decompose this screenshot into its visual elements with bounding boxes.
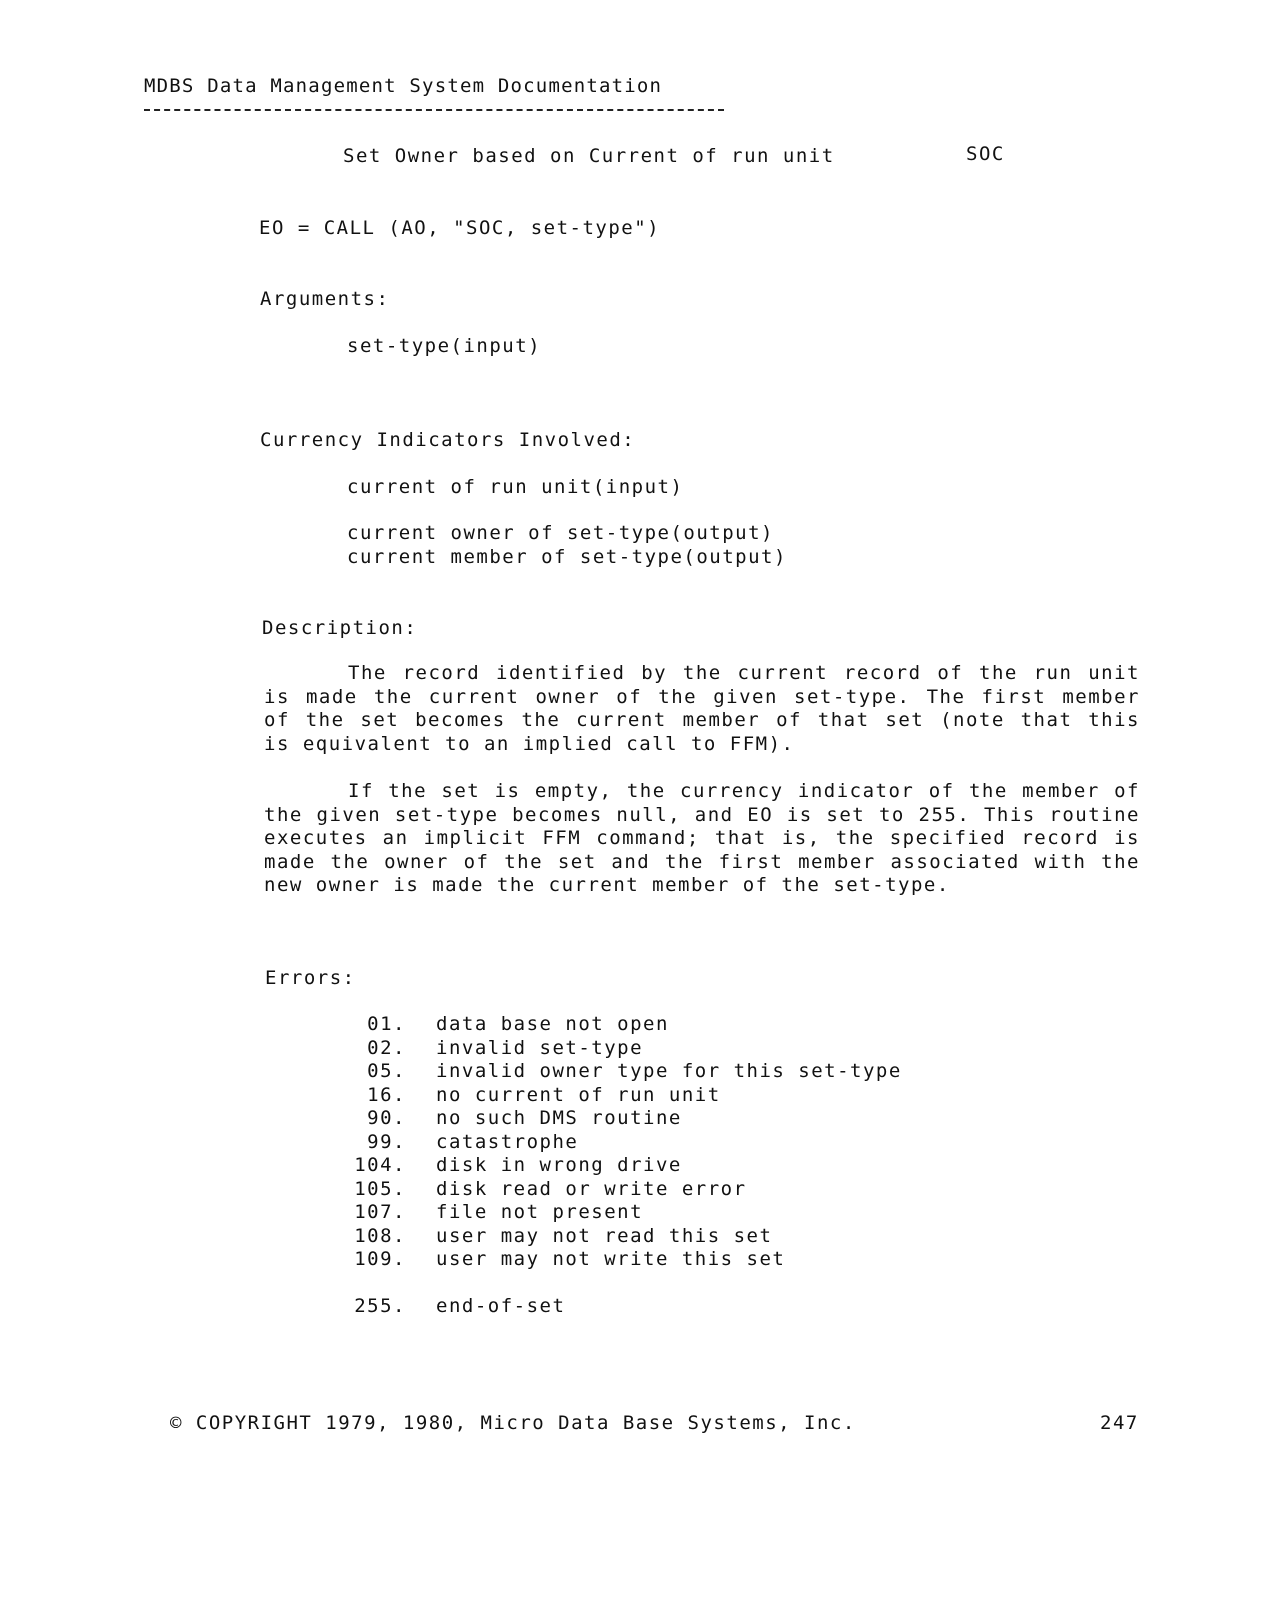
argument-item: set-type(input) bbox=[347, 335, 542, 357]
error-row-final bbox=[340, 1295, 902, 1319]
error-row bbox=[340, 1013, 902, 1037]
error-row bbox=[340, 1178, 902, 1202]
error-text: invalid set-type bbox=[436, 1036, 644, 1059]
description-paragraph-1-text: The record identified by the current record of the run unit is made the current owner of the given set-type. The first member of the set becomes the current member of that set (note that this is equivalent to an implied call to FFM). bbox=[264, 662, 1140, 755]
routine-code: SOC bbox=[966, 143, 1005, 165]
error-text: user may not write this set bbox=[436, 1248, 786, 1270]
error-code: 255. bbox=[354, 1294, 406, 1317]
error-code: 108. bbox=[354, 1224, 406, 1247]
error-text: invalid owner type for this set-type bbox=[436, 1060, 902, 1082]
description-paragraph-2-text: If the set is empty, the currency indicator of the member of the given set-type becomes null, and EO is set to 255. This routine executes an implicit FFM command; that is, the specified record is made the owner of the set and the first member associated with the new owner is made the current member of the set-type. bbox=[264, 780, 1140, 896]
error-code: 02. bbox=[367, 1036, 406, 1059]
error-text: no current of run unit bbox=[436, 1083, 721, 1106]
error-text: end-of-set bbox=[436, 1294, 566, 1317]
error-text: no such DMS routine bbox=[436, 1107, 682, 1129]
error-code: 16. bbox=[367, 1083, 406, 1106]
errors-list bbox=[340, 1013, 902, 1318]
error-text: user may not read this set bbox=[436, 1224, 773, 1247]
error-code: 107. bbox=[354, 1201, 406, 1223]
description-paragraph-1 bbox=[264, 662, 1140, 756]
description-paragraph-2 bbox=[264, 780, 1140, 898]
error-text: disk in wrong drive bbox=[436, 1154, 682, 1176]
error-code: 05. bbox=[367, 1060, 406, 1082]
error-row bbox=[340, 1201, 902, 1225]
error-row bbox=[340, 1037, 902, 1061]
footer-copyright: © COPYRIGHT 1979, 1980, Micro Data Base Systems, Inc. bbox=[170, 1412, 856, 1434]
page-header-title: MDBS Data Management System Documentation bbox=[144, 75, 663, 97]
error-row bbox=[340, 1248, 902, 1272]
error-row bbox=[340, 1131, 902, 1155]
error-text: data base not open bbox=[436, 1013, 669, 1035]
error-code: 99. bbox=[367, 1130, 406, 1153]
currency-input: current of run unit(input) bbox=[347, 476, 684, 498]
error-spacer bbox=[340, 1272, 902, 1295]
error-row bbox=[340, 1154, 902, 1178]
currency-heading: Currency Indicators Involved: bbox=[260, 429, 636, 451]
arguments-heading: Arguments: bbox=[260, 288, 390, 310]
error-text: disk read or write error bbox=[436, 1177, 747, 1200]
description-heading: Description: bbox=[262, 617, 418, 639]
error-row bbox=[340, 1060, 902, 1084]
errors-heading: Errors: bbox=[265, 967, 356, 989]
error-code: 90. bbox=[367, 1107, 406, 1129]
page-number: 247 bbox=[1100, 1412, 1139, 1434]
error-code: 109. bbox=[354, 1248, 406, 1270]
routine-name: Set Owner based on Current of run unit bbox=[343, 145, 835, 167]
currency-output-owner: current owner of set-type(output) bbox=[347, 522, 774, 544]
error-text: catastrophe bbox=[436, 1130, 579, 1153]
error-row bbox=[340, 1225, 902, 1249]
error-code: 01. bbox=[367, 1013, 406, 1035]
currency-output-member: current member of set-type(output) bbox=[347, 546, 787, 568]
error-code: 105. bbox=[354, 1177, 406, 1200]
error-row bbox=[340, 1084, 902, 1108]
error-code: 104. bbox=[354, 1154, 406, 1176]
error-row bbox=[340, 1107, 902, 1131]
header-dashed-rule bbox=[144, 109, 724, 111]
error-text: file not present bbox=[436, 1201, 644, 1223]
call-syntax: EO = CALL (AO, "SOC, set-type") bbox=[259, 217, 661, 239]
